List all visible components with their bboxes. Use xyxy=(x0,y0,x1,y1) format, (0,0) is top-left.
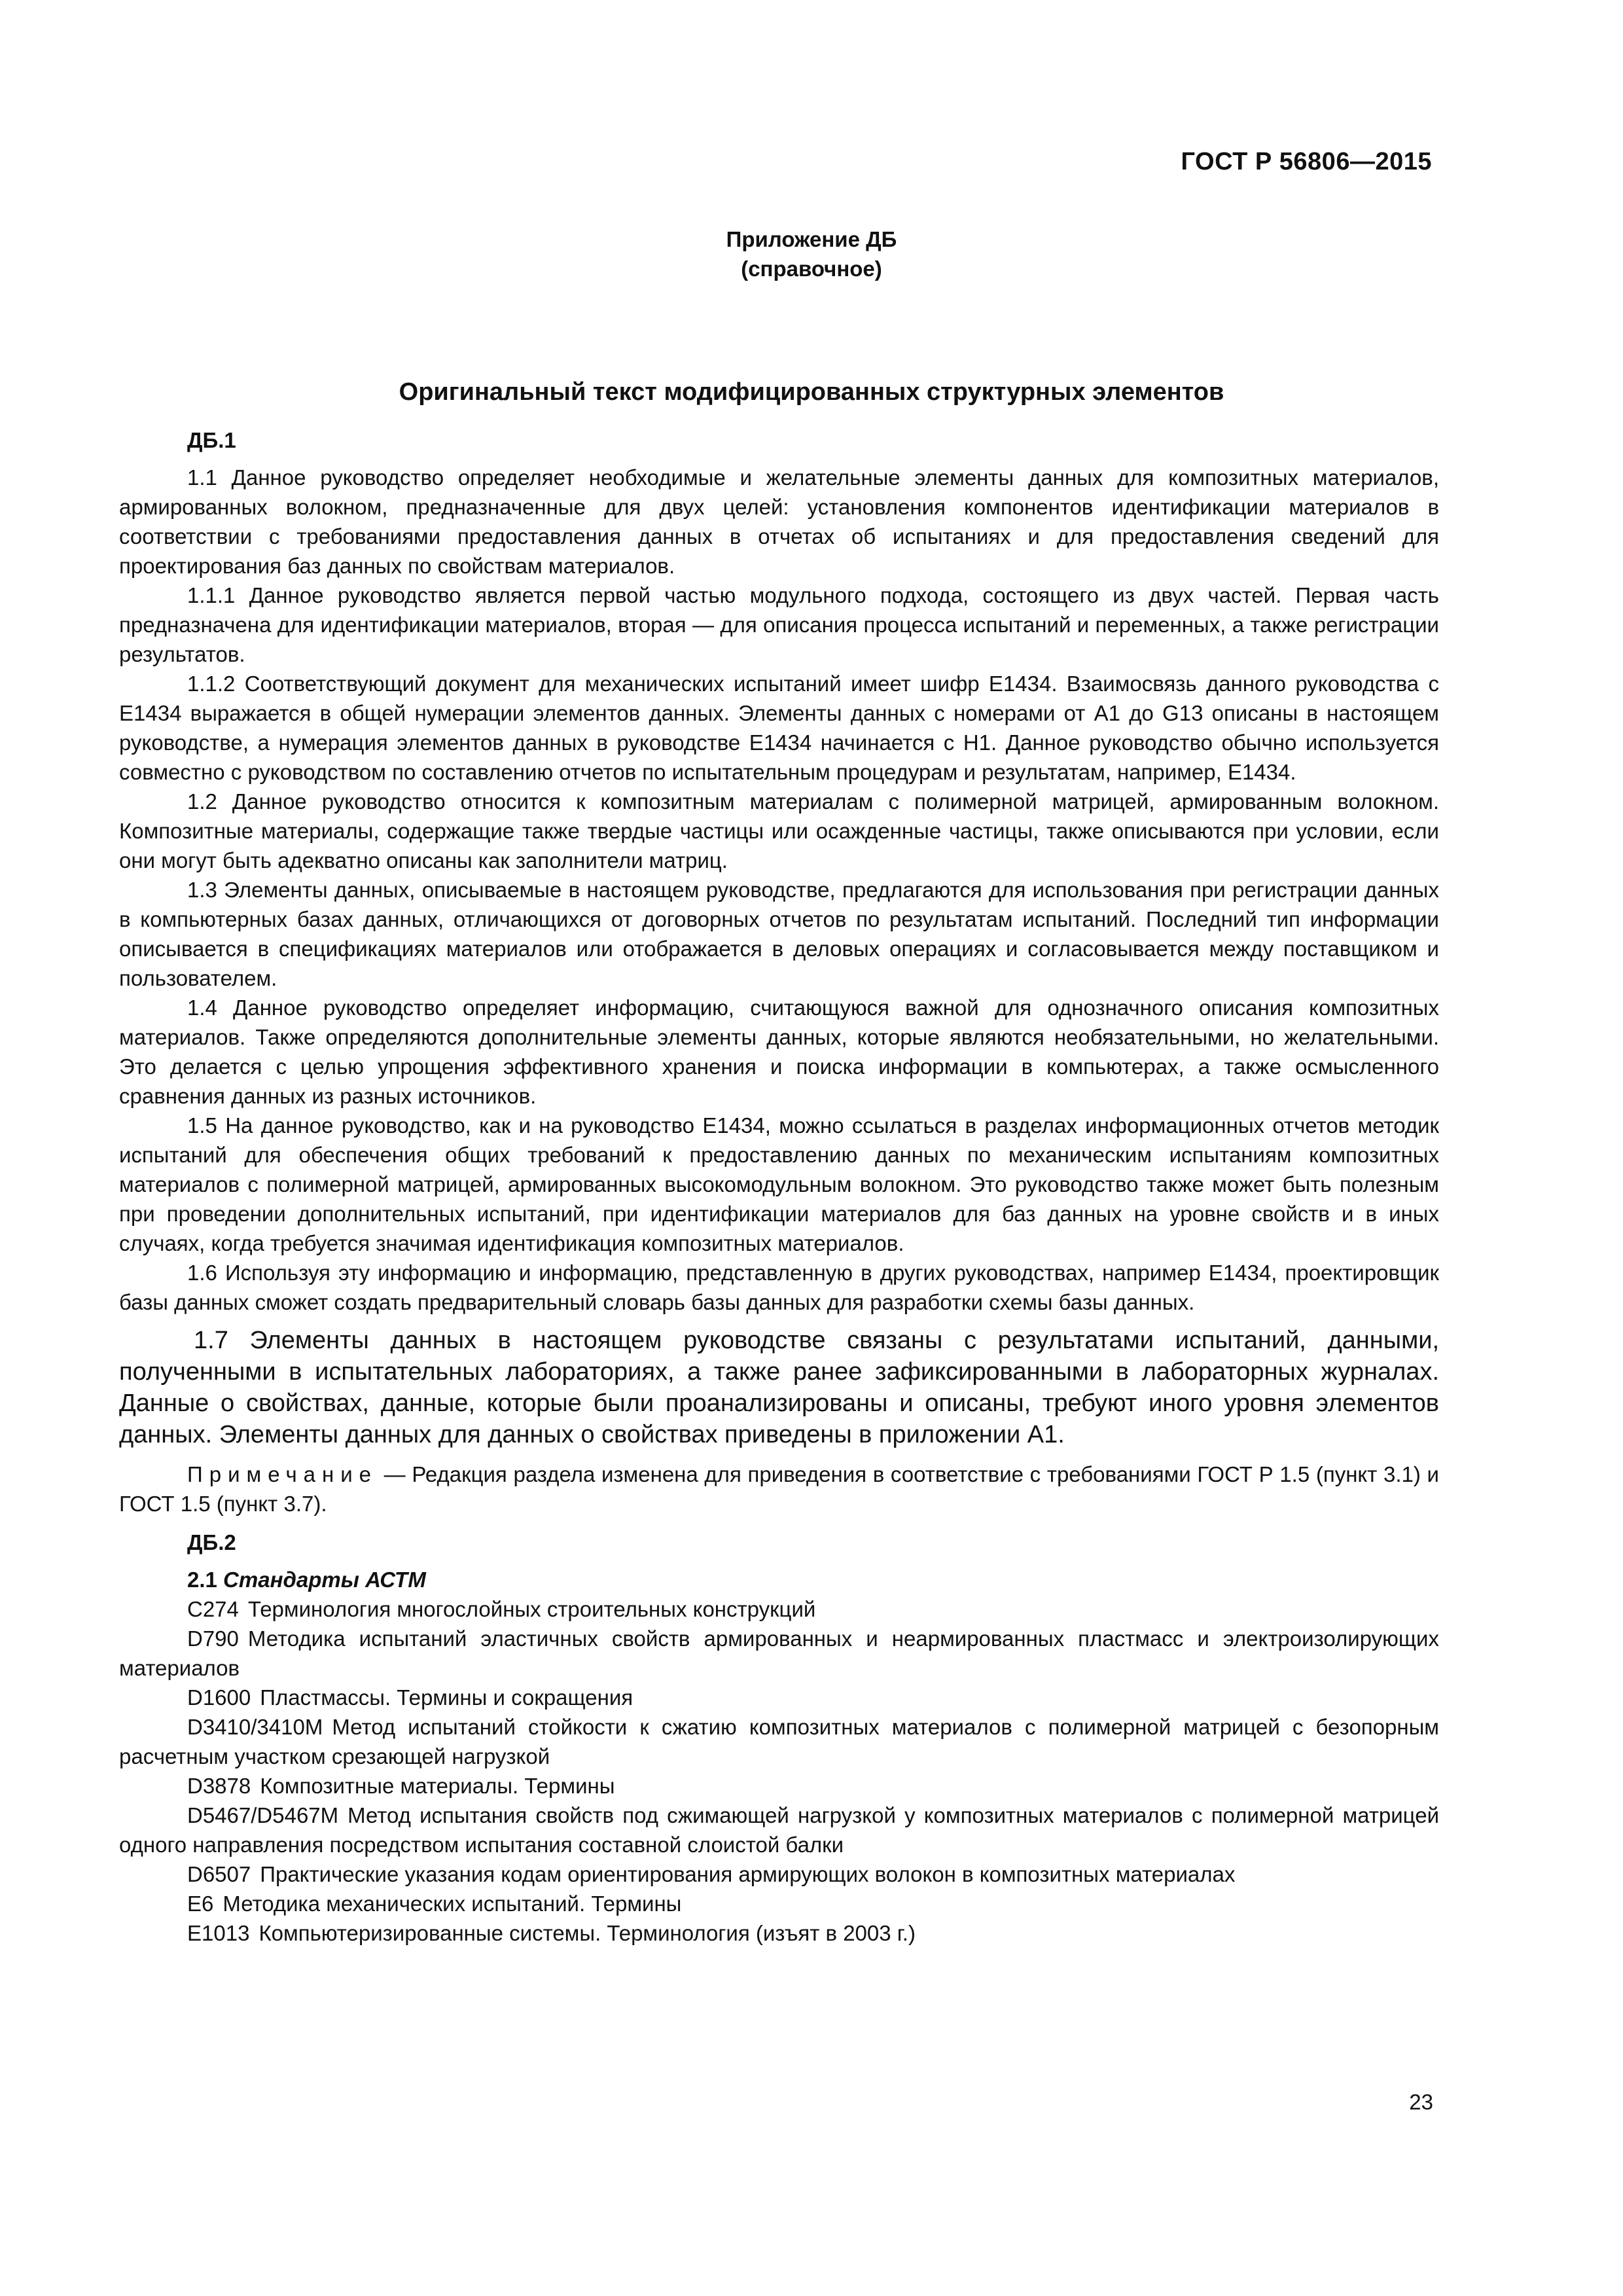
standard-title: Терминология многослойных строительных конструкций xyxy=(247,1597,816,1621)
standard-item xyxy=(119,1594,1439,1624)
note xyxy=(119,1460,1439,1518)
subsection-number: 2.1 xyxy=(187,1568,217,1592)
standard-item xyxy=(119,1918,1439,1948)
appendix-title-block xyxy=(0,224,1623,283)
standard-code: E1013 xyxy=(187,1921,250,1945)
standard-item xyxy=(119,1889,1439,1918)
subsection-title: Стандарты АСТМ xyxy=(223,1568,426,1592)
note-text: — Редакция раздела изменена для приведения в соответствие с требованиями ГОСТ Р 1.5 (пункт 3.1) и ГОСТ 1.5 (пункт 3.7). xyxy=(119,1462,1439,1516)
paragraph-1-4: 1.4 Данное руководство определяет информацию, считающуюся важной для однозначного описания композитных материалов. Также определяются дополнительные элементы данных, которые являются необязательными, но желательными. Это делается с целью упрощения эффективного хранения и поиска информации в компьютерах, а также осмысленного сравнения данных из разных источников. xyxy=(119,996,1439,1108)
standard-title: Метод испытания свойств под сжимающей нагрузкой у композитных материалов с полимерной матрицей одного направления посредством испытания составной слоистой балки xyxy=(119,1803,1439,1857)
standard-code: D3878 xyxy=(187,1774,251,1798)
paragraph-1-6: 1.6 Используя эту информацию и информацию, представленную в других руководствах, например E1434, проектировщик базы данных сможет создать предварительный словарь базы данных для разработки схемы базы данных. xyxy=(119,1261,1439,1314)
paragraph-1-1-2: 1.1.2 Соответствующий документ для механических испытаний имеет шифр E1434. Взаимосвязь данного руководства с E1434 выражается в общей нумерации элементов данных. Элементы данных с номерами от A1 до G13 описаны в настоящем руководстве, а нумерация элементов данных в руководстве E1434 начинается с H1. Данное руководство обычно используется совместно с руководством по составлению отчетов по испытательным процедурам и результатам, например, E1434. xyxy=(119,672,1439,784)
paragraph-1-5: 1.5 На данное руководство, как и на руководство E1434, можно ссылаться в разделах информационных отчетов методик испытаний для обеспечения общих требований к предоставлению данных по механическим испытаниям композитных материалов с полимерной матрицей, армированных высокомодульным волокном. Это руководство также может быть полезным при проведении дополнительных испытаний, при идентификации материалов для баз данных на уровне свойств и в иных случаях, когда требуется значимая идентификация композитных материалов. xyxy=(119,1113,1439,1255)
document-body xyxy=(119,425,1439,1948)
appendix-title: Приложение ДБ xyxy=(726,227,897,251)
section-heading: Оригинальный текст модифицированных структурных элементов xyxy=(399,378,1224,406)
standard-title: Пластмассы. Термины и сокращения xyxy=(260,1685,633,1710)
standard-code: D5467/D5467M xyxy=(187,1803,339,1827)
standard-item xyxy=(119,1771,1439,1801)
standard-item xyxy=(119,1859,1439,1889)
standard-item xyxy=(119,1712,1439,1771)
standard-code: C274 xyxy=(187,1597,239,1621)
standard-code: D1600 xyxy=(187,1685,251,1710)
paragraph-1-2: 1.2 Данное руководство относится к композитным материалам с полимерной матрицей, армированным волокном. Композитные материалы, содержащие также твердые частицы или осажденные частицы, также описываются при условии, если они могут быть адекватно описаны как заполнители матриц. xyxy=(119,789,1439,872)
standard-title: Практические указания кодам ориентирования армирующих волокон в композитных материалах xyxy=(260,1862,1236,1886)
section-label-db1: ДБ.1 xyxy=(187,428,236,452)
standard-code: D3410/3410M xyxy=(187,1715,323,1739)
document-code: ГОСТ Р 56806—2015 xyxy=(1181,148,1432,175)
note-label: Примечание xyxy=(187,1462,378,1486)
standard-code: E6 xyxy=(187,1892,214,1916)
standard-title: Компьютеризированные системы. Терминология (изъят в 2003 г.) xyxy=(259,1921,916,1945)
standard-item xyxy=(119,1801,1439,1859)
standard-title: Композитные материалы. Термины xyxy=(260,1774,615,1798)
paragraph-1-1-1: 1.1.1 Данное руководство является первой частью модульного подхода, состоящего из двух частей. Первая часть предназначена для идентификации материалов, вторая — для описания процесса испытаний и переменных, а также регистрации результатов. xyxy=(119,583,1439,666)
subsection-heading xyxy=(119,1565,1439,1594)
page-number: 23 xyxy=(1409,2090,1433,2114)
standard-title: Методика испытаний эластичных свойств армированных и неармированных пластмасс и электроизолирующих материалов xyxy=(119,1626,1439,1680)
standard-code: D6507 xyxy=(187,1862,251,1886)
standard-item xyxy=(119,1683,1439,1712)
appendix-subtitle: (справочное) xyxy=(741,257,882,281)
paragraph-1-7: 1.7 Элементы данных в настоящем руководстве связаны с результатами испытаний, данными, полученными в испытательных лабораториях, а также ранее зафиксированными в лабораторных журналах. Данные о свойствах, данные, которые были проанализированы и описаны, требуют иного уровня элементов данных. Элементы данных для данных о свойствах приведены в приложении A1. xyxy=(119,1327,1439,1448)
standard-item xyxy=(119,1624,1439,1683)
standard-title: Методика механических испытаний. Термины xyxy=(223,1892,682,1916)
paragraph-1-3: 1.3 Элементы данных, описываемые в настоящем руководстве, предлагаются для использования при регистрации данных в компьютерных базах данных, отличающихся от договорных отчетов по результатам испытаний. Последний тип информации описывается в спецификациях материалов или отображается в деловых операциях и согласовывается между поставщиком и пользователем. xyxy=(119,878,1439,990)
section-label-db2: ДБ.2 xyxy=(187,1530,236,1554)
paragraph-1-1: 1.1 Данное руководство определяет необходимые и желательные элементы данных для композитных материалов, армированных волокном, предназначенные для двух целей: установления компонентов идентификации материалов в соответствии с требованиями предоставления данных в отчетах об испытаниях и для предоставления сведений для проектирования баз данных по свойствам материалов. xyxy=(119,465,1439,578)
standard-code: D790 xyxy=(187,1626,239,1651)
standard-title: Метод испытаний стойкости к сжатию композитных материалов с полимерной матрицей с безопорным расчетным участком срезающей нагрузкой xyxy=(119,1715,1439,1768)
